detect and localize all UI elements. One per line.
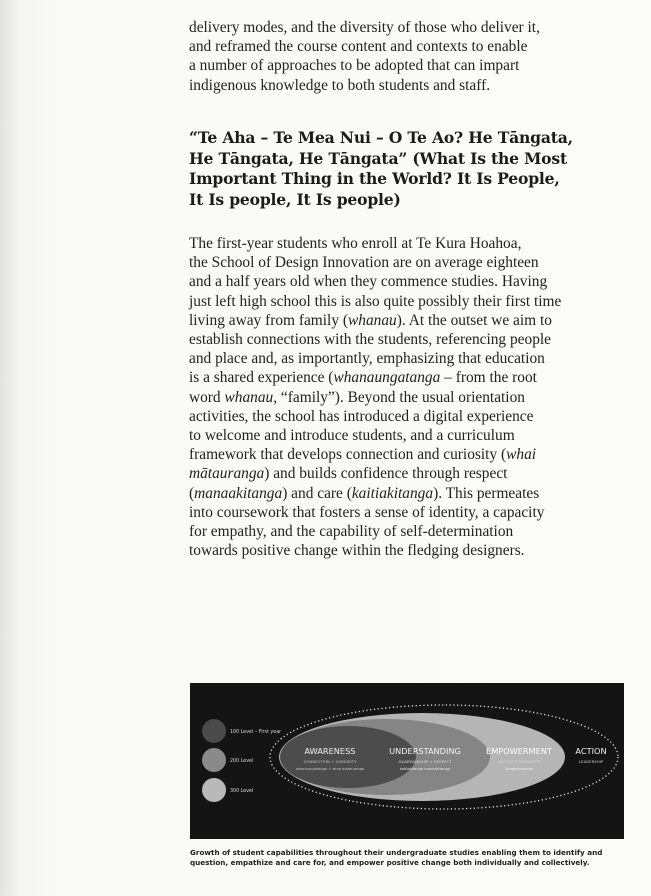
stage-subtitle: GUARDIANSHIP + RESPECT [398, 759, 452, 764]
italic-term: mātauranga [189, 465, 265, 483]
legend-label: 300 Level [230, 789, 254, 794]
stage-subtitle: CONNECTION + CURIOSITY [303, 759, 357, 764]
text-line [189, 272, 629, 291]
awareness-ellipse [280, 726, 416, 788]
text-run: and a half years old when they commence studies. Having [189, 273, 548, 291]
italic-term: whanau [224, 388, 274, 406]
text-line [189, 388, 629, 407]
italic-term: whanau [348, 311, 397, 329]
capabilities-diagram [190, 683, 624, 839]
text-run: establish connections with the students, referencing people [189, 331, 552, 349]
heading-line: Important Thing in the World? It Is People, [189, 169, 560, 188]
text-line: indigenous knowledge to both students and staff. [189, 76, 491, 94]
text-line: delivery modes, and the diversity of those who deliver it, [189, 19, 540, 36]
capabilities-figure [190, 683, 624, 839]
text-run: living away from family ( [189, 311, 348, 329]
body-paragraph [189, 234, 629, 560]
text-run: The first-year students who enroll at Te Kura Hoahoa, [189, 235, 522, 252]
level-300-swatch [202, 778, 226, 802]
heading-line: “Te Aha – Te Mea Nui – O Te Ao? He Tāngata, [189, 128, 573, 147]
text-line [189, 330, 629, 349]
text-line [189, 234, 629, 253]
text-line: and reframed the course content and contexts to enable [189, 38, 528, 56]
stage-maori: Rangatiratanga [505, 767, 533, 771]
heading-line: He Tāngata, He Tāngata” (What Is the Most [189, 148, 567, 168]
text-line [189, 522, 629, 541]
caption-line: Growth of student capabilities throughout their undergraduate studies enabling them to identify and [190, 848, 603, 857]
stage-subtitle: SELF-DETERMINATION [497, 759, 541, 764]
caption-line: question, empathize and care for, and empower positive change both individually and collectively. [190, 857, 590, 867]
text-run: , “family”). Beyond the usual orientation [273, 388, 525, 406]
legend-label: 200 Level [230, 759, 254, 764]
stage-maori: whanaungatanga + whai matauranga [295, 767, 365, 771]
text-run: word [189, 388, 225, 406]
stage-maori: kaitiakitanga manaakitanga [399, 767, 451, 771]
stage-subtitle: LEADERSHIP [578, 759, 604, 764]
stage-title: ACTION [575, 746, 607, 756]
stage-title: AWARENESS [304, 746, 356, 756]
heading-line: It Is people, It Is people) [189, 189, 401, 209]
text-line [189, 349, 629, 368]
text-run: the School of Design Innovation are on average eighteen [189, 254, 539, 272]
text-line [189, 484, 629, 503]
text-run: for empathy, and the capability of self-determination [189, 523, 514, 541]
legend-label: 100 Level – First year [230, 730, 282, 735]
italic-term: kaitiakitanga [351, 484, 434, 502]
text-line [189, 253, 629, 272]
text-run: – from the root [440, 369, 537, 387]
text-run: activities, the school has introduced a digital experience [189, 407, 534, 425]
text-run: ) and care ( [282, 484, 352, 502]
text-run: framework that develops connection and curiosity ( [189, 446, 507, 464]
text-line [189, 445, 629, 464]
text-run: just left high school this is also quite possibly their first time [189, 292, 562, 310]
italic-term: whanaungatanga [333, 369, 441, 387]
text-run: to welcome and introduce students, and a curriculum [189, 427, 515, 445]
text-run: and place and, as importantly, emphasizing that education [189, 350, 545, 368]
text-line [189, 311, 629, 330]
text-line [189, 368, 629, 387]
intro-paragraph [189, 18, 629, 95]
text-run: ( [189, 484, 195, 502]
text-line [189, 426, 629, 445]
text-line [189, 292, 629, 311]
text-run: ). This permeates [433, 484, 540, 502]
text-line [189, 407, 629, 426]
text-run: is a shared experience ( [189, 369, 334, 387]
text-run: towards positive change within the fledging designers. [189, 542, 525, 560]
figure-caption [190, 848, 630, 868]
text-run: ). At the outset we aim to [396, 311, 552, 329]
text-line: a number of approaches to be adopted that can impart [189, 57, 520, 75]
level-200-swatch [202, 748, 226, 772]
text-run: into coursework that fosters a sense of identity, a capacity [189, 503, 545, 521]
text-line [189, 541, 629, 560]
level-100-swatch [202, 719, 226, 743]
section-heading [189, 128, 629, 210]
text-line [189, 464, 629, 483]
text-line [189, 503, 629, 522]
italic-term: whai [506, 446, 537, 464]
text-run: ) and builds confidence through respect [264, 465, 508, 483]
stage-title: UNDERSTANDING [389, 746, 461, 756]
stage-title: EMPOWERMENT [486, 746, 552, 756]
italic-term: manaakitanga [194, 484, 283, 502]
